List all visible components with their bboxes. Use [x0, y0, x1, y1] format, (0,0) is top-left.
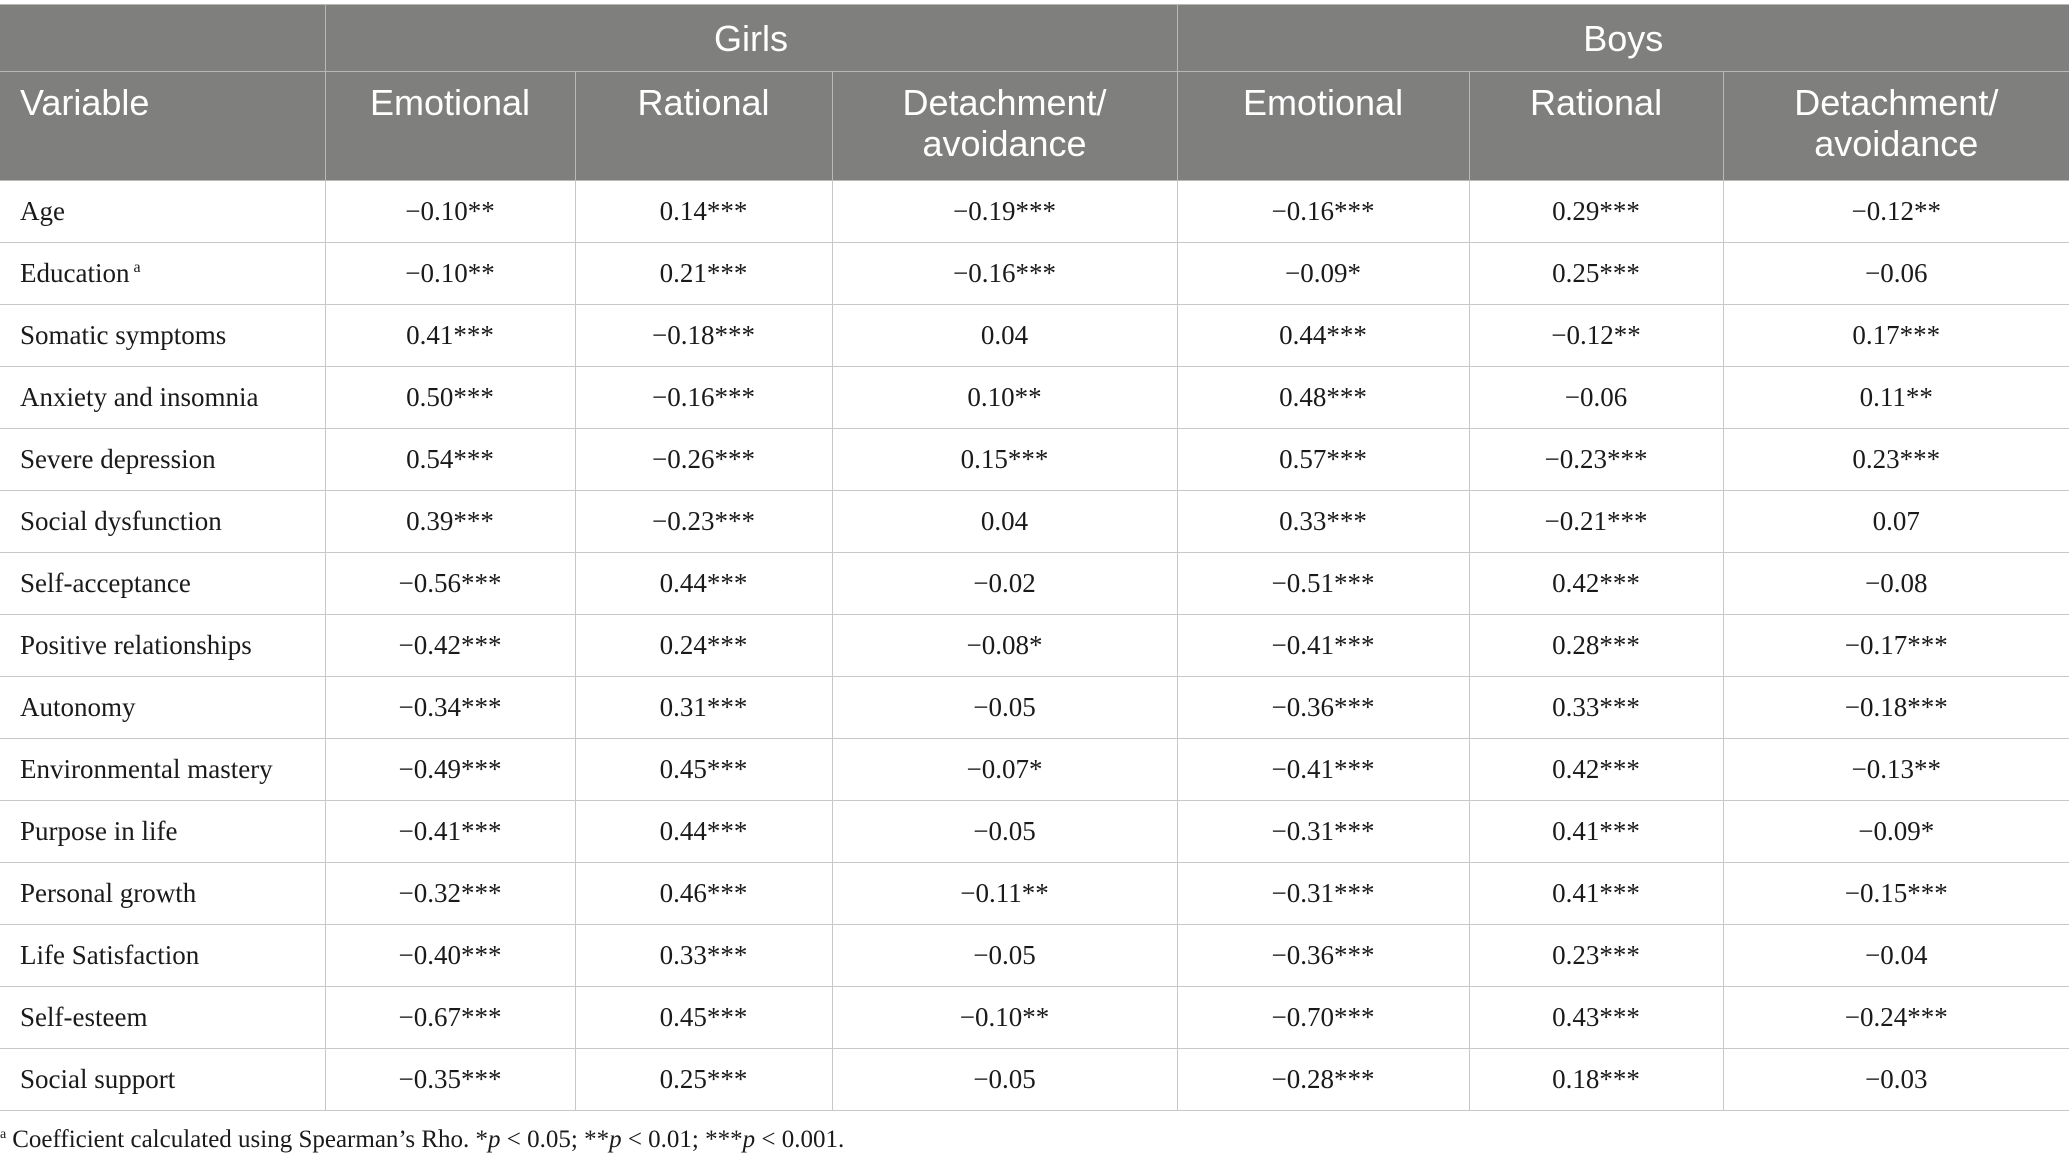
- table-row: [0, 615, 2069, 677]
- value-cell-boys: −0.15***: [1723, 863, 2069, 925]
- table-footnote: [0, 1126, 844, 1154]
- row-label-cell: [0, 243, 325, 305]
- value-cell-girls: 0.44***: [575, 553, 832, 615]
- value-cell-girls: −0.19***: [832, 181, 1177, 243]
- value-cell-girls: −0.16***: [575, 367, 832, 429]
- value-cell-girls: 0.10**: [832, 367, 1177, 429]
- value-cell-boys: −0.17***: [1723, 615, 2069, 677]
- row-label-cell: [0, 863, 325, 925]
- value-cell-boys: −0.06: [1723, 243, 2069, 305]
- value-cell-boys: −0.36***: [1177, 925, 1469, 987]
- value-cell-boys: −0.13**: [1723, 739, 2069, 801]
- value-cell-boys: −0.18***: [1723, 677, 2069, 739]
- row-label-cell: [0, 491, 325, 553]
- value-cell-girls: 0.24***: [575, 615, 832, 677]
- value-cell-boys: 0.33***: [1469, 677, 1723, 739]
- value-cell-girls: −0.32***: [325, 863, 575, 925]
- row-label: Somatic symptoms: [20, 320, 227, 350]
- row-label: Self-acceptance: [20, 568, 191, 598]
- value-cell-boys: −0.09*: [1723, 801, 2069, 863]
- table-row: [0, 429, 2069, 491]
- value-cell-girls: 0.41***: [325, 305, 575, 367]
- value-cell-girls: −0.11**: [832, 863, 1177, 925]
- value-cell-girls: −0.34***: [325, 677, 575, 739]
- footnote-mark: a: [0, 1127, 7, 1142]
- footnote-text-1: Coefficient calculated using Spearman’s Rho. *: [12, 1126, 489, 1153]
- value-cell-girls: 0.21***: [575, 243, 832, 305]
- footnote-p-2: p: [609, 1126, 622, 1153]
- table-row: [0, 243, 2069, 305]
- value-cell-boys: −0.08: [1723, 553, 2069, 615]
- value-cell-girls: −0.10**: [325, 243, 575, 305]
- value-cell-girls: −0.23***: [575, 491, 832, 553]
- column-header-girls-emotional: Emotional: [325, 72, 575, 181]
- table-header: [0, 5, 2069, 181]
- column-header-variable: Variable: [0, 72, 325, 181]
- row-label: Education: [20, 258, 130, 288]
- value-cell-boys: −0.12**: [1469, 305, 1723, 367]
- column-header-girls-rational: Rational: [575, 72, 832, 181]
- value-cell-girls: −0.40***: [325, 925, 575, 987]
- row-label-cell: [0, 1049, 325, 1111]
- table-row: [0, 491, 2069, 553]
- value-cell-boys: 0.44***: [1177, 305, 1469, 367]
- group-header-girls: Girls: [325, 5, 1177, 72]
- table-row: [0, 553, 2069, 615]
- value-cell-girls: −0.41***: [325, 801, 575, 863]
- table-row: [0, 181, 2069, 243]
- value-cell-girls: 0.45***: [575, 987, 832, 1049]
- value-cell-boys: 0.43***: [1469, 987, 1723, 1049]
- value-cell-girls: 0.45***: [575, 739, 832, 801]
- footnote-text-3: < 0.01; ***: [621, 1126, 743, 1153]
- value-cell-girls: −0.26***: [575, 429, 832, 491]
- row-label-cell: [0, 801, 325, 863]
- table-row: [0, 1049, 2069, 1111]
- table-body: [0, 181, 2069, 1111]
- value-cell-boys: 0.25***: [1469, 243, 1723, 305]
- value-cell-boys: −0.21***: [1469, 491, 1723, 553]
- row-label: Severe depression: [20, 444, 216, 474]
- footnote-text-2: < 0.05; **: [500, 1126, 610, 1153]
- value-cell-boys: −0.36***: [1177, 677, 1469, 739]
- value-cell-girls: −0.42***: [325, 615, 575, 677]
- value-cell-boys: −0.70***: [1177, 987, 1469, 1049]
- row-label: Personal growth: [20, 878, 197, 908]
- value-cell-boys: −0.09*: [1177, 243, 1469, 305]
- correlation-table-container: [0, 4, 2069, 1111]
- value-cell-girls: −0.10**: [325, 181, 575, 243]
- value-cell-boys: −0.16***: [1177, 181, 1469, 243]
- table-row: [0, 677, 2069, 739]
- row-label-cell: [0, 429, 325, 491]
- group-header-row: [0, 5, 2069, 72]
- row-label-cell: [0, 677, 325, 739]
- row-label: Anxiety and insomnia: [20, 382, 259, 412]
- row-label-cell: [0, 925, 325, 987]
- value-cell-boys: −0.51***: [1177, 553, 1469, 615]
- row-label-cell: [0, 553, 325, 615]
- row-label: Life Satisfaction: [20, 940, 200, 970]
- value-cell-girls: −0.05: [832, 925, 1177, 987]
- row-label-cell: [0, 305, 325, 367]
- row-label: Environmental mastery: [20, 754, 273, 784]
- value-cell-boys: 0.28***: [1469, 615, 1723, 677]
- value-cell-girls: 0.39***: [325, 491, 575, 553]
- value-cell-girls: 0.14***: [575, 181, 832, 243]
- group-header-boys: Boys: [1177, 5, 2069, 72]
- row-label: Social dysfunction: [20, 506, 222, 536]
- footnote-text-4: < 0.001.: [755, 1126, 845, 1153]
- value-cell-girls: 0.33***: [575, 925, 832, 987]
- value-cell-girls: 0.46***: [575, 863, 832, 925]
- value-cell-girls: −0.08*: [832, 615, 1177, 677]
- value-cell-boys: −0.03: [1723, 1049, 2069, 1111]
- column-header-boys-emotional: Emotional: [1177, 72, 1469, 181]
- value-cell-boys: 0.23***: [1723, 429, 2069, 491]
- value-cell-boys: 0.57***: [1177, 429, 1469, 491]
- table-row: [0, 801, 2069, 863]
- value-cell-girls: 0.54***: [325, 429, 575, 491]
- value-cell-girls: −0.49***: [325, 739, 575, 801]
- row-label: Social support: [20, 1064, 176, 1094]
- value-cell-girls: 0.04: [832, 305, 1177, 367]
- table-row: [0, 925, 2069, 987]
- value-cell-boys: −0.28***: [1177, 1049, 1469, 1111]
- value-cell-girls: 0.25***: [575, 1049, 832, 1111]
- value-cell-girls: −0.05: [832, 801, 1177, 863]
- value-cell-boys: 0.11**: [1723, 367, 2069, 429]
- row-label-cell: [0, 987, 325, 1049]
- row-label: Positive relationships: [20, 630, 252, 660]
- table-row: [0, 863, 2069, 925]
- value-cell-boys: −0.24***: [1723, 987, 2069, 1049]
- value-cell-boys: −0.06: [1469, 367, 1723, 429]
- value-cell-boys: 0.48***: [1177, 367, 1469, 429]
- table-row: [0, 987, 2069, 1049]
- value-cell-boys: 0.17***: [1723, 305, 2069, 367]
- value-cell-girls: −0.10**: [832, 987, 1177, 1049]
- row-label: Autonomy: [20, 692, 136, 722]
- value-cell-girls: −0.67***: [325, 987, 575, 1049]
- footnote-p-3: p: [742, 1126, 756, 1153]
- value-cell-boys: 0.42***: [1469, 553, 1723, 615]
- value-cell-boys: −0.04: [1723, 925, 2069, 987]
- row-label-cell: [0, 367, 325, 429]
- value-cell-girls: 0.31***: [575, 677, 832, 739]
- column-header-boys-detachment: Detachment/ avoidance: [1723, 72, 2069, 181]
- value-cell-girls: −0.56***: [325, 553, 575, 615]
- value-cell-boys: −0.12**: [1723, 181, 2069, 243]
- value-cell-girls: 0.50***: [325, 367, 575, 429]
- blank-header-cell: [0, 5, 325, 72]
- column-header-boys-rational: Rational: [1469, 72, 1723, 181]
- value-cell-boys: 0.41***: [1469, 801, 1723, 863]
- value-cell-girls: −0.05: [832, 1049, 1177, 1111]
- value-cell-boys: −0.41***: [1177, 739, 1469, 801]
- value-cell-boys: 0.33***: [1177, 491, 1469, 553]
- row-label-cell: [0, 615, 325, 677]
- value-cell-boys: −0.41***: [1177, 615, 1469, 677]
- value-cell-girls: −0.05: [832, 677, 1177, 739]
- row-label: Age: [20, 196, 65, 226]
- value-cell-boys: 0.23***: [1469, 925, 1723, 987]
- row-note-mark: a: [133, 259, 141, 276]
- table-row: [0, 305, 2069, 367]
- value-cell-girls: −0.35***: [325, 1049, 575, 1111]
- row-label: Purpose in life: [20, 816, 178, 846]
- value-cell-boys: 0.07: [1723, 491, 2069, 553]
- value-cell-girls: −0.07*: [832, 739, 1177, 801]
- row-label-cell: [0, 181, 325, 243]
- column-header-row: [0, 72, 2069, 181]
- value-cell-boys: 0.42***: [1469, 739, 1723, 801]
- value-cell-girls: 0.04: [832, 491, 1177, 553]
- value-cell-girls: −0.02: [832, 553, 1177, 615]
- table-row: [0, 739, 2069, 801]
- value-cell-boys: −0.31***: [1177, 801, 1469, 863]
- correlation-table: [0, 4, 2069, 1111]
- value-cell-boys: −0.31***: [1177, 863, 1469, 925]
- value-cell-boys: 0.41***: [1469, 863, 1723, 925]
- value-cell-boys: −0.23***: [1469, 429, 1723, 491]
- footnote-p-1: p: [488, 1126, 501, 1153]
- column-header-girls-detachment: Detachment/ avoidance: [832, 72, 1177, 181]
- value-cell-girls: −0.16***: [832, 243, 1177, 305]
- row-label-cell: [0, 739, 325, 801]
- value-cell-boys: 0.18***: [1469, 1049, 1723, 1111]
- value-cell-girls: −0.18***: [575, 305, 832, 367]
- value-cell-boys: 0.29***: [1469, 181, 1723, 243]
- value-cell-girls: 0.44***: [575, 801, 832, 863]
- value-cell-girls: 0.15***: [832, 429, 1177, 491]
- table-row: [0, 367, 2069, 429]
- row-label: Self-esteem: [20, 1002, 148, 1032]
